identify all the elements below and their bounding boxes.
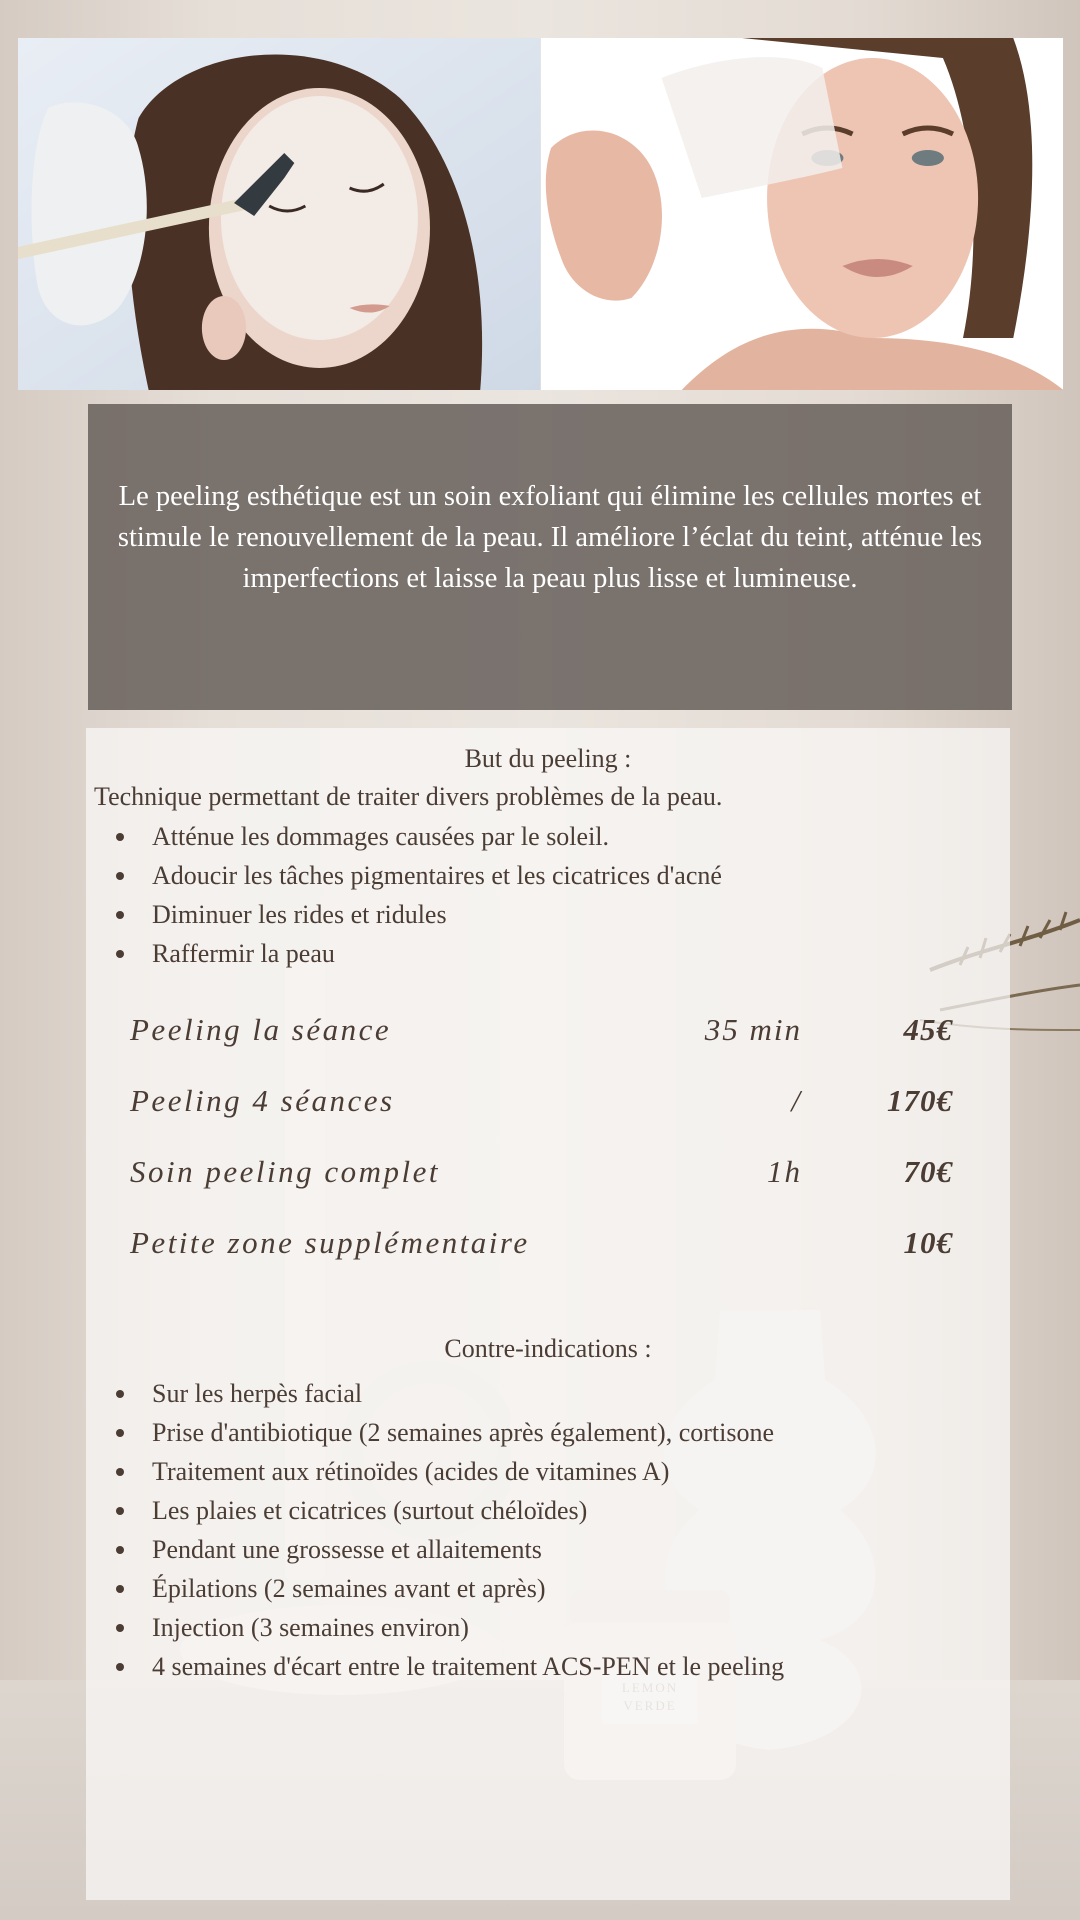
price-name: Peeling 4 séances xyxy=(130,1083,395,1118)
price-duration: / xyxy=(791,1083,802,1118)
photo-peel-off-mask xyxy=(541,38,1064,390)
contra-list xyxy=(94,1374,784,1686)
goal-title: But du peeling : xyxy=(464,744,632,773)
contra-title: Contre-indications : xyxy=(444,1334,652,1363)
contra-list-item: Injection (3 semaines environ) xyxy=(94,1608,784,1647)
price-value: 70€ xyxy=(903,1154,953,1189)
contra-list-item: Les plaies et cicatrices (surtout chéloïdes) xyxy=(94,1491,784,1530)
contra-list-item: Traitement aux rétinoïdes (acides de vitamines A) xyxy=(94,1452,784,1491)
bullet-icon xyxy=(116,1663,124,1671)
bullet-icon xyxy=(116,833,124,841)
goal-list-item: Adoucir les tâches pigmentaires et les cicatrices d'acné xyxy=(94,856,722,895)
bullet-icon xyxy=(116,950,124,958)
goal-list-item: Raffermir la peau xyxy=(94,934,722,973)
price-value: 10€ xyxy=(903,1225,953,1260)
bullet-icon xyxy=(116,1507,124,1515)
contra-list-item: Sur les herpès facial xyxy=(94,1374,784,1413)
price-value: 170€ xyxy=(887,1083,953,1118)
photo-facial-mask-application xyxy=(18,38,541,390)
price-row xyxy=(130,1012,990,1083)
bullet-icon xyxy=(116,872,124,880)
intro-text: Le peeling esthétique est un soin exfoliant qui élimine les cellules mortes et stimule le renouvellement de la peau. Il améliore l’éclat du teint, atténue les imperfections et laisse la peau plus lisse et lumineuse. xyxy=(117,481,983,594)
price-list xyxy=(130,1012,990,1296)
price-name: Peeling la séance xyxy=(130,1012,392,1047)
price-row xyxy=(130,1225,990,1296)
bullet-icon xyxy=(116,911,124,919)
content-panel xyxy=(86,728,1010,1900)
photo-row xyxy=(18,38,1063,390)
goal-list-item: Diminuer les rides et ridules xyxy=(94,895,722,934)
price-row xyxy=(130,1154,990,1225)
price-row xyxy=(130,1083,990,1154)
price-duration: 1h xyxy=(767,1154,802,1189)
contra-list-item: Pendant une grossesse et allaitements xyxy=(94,1530,784,1569)
bullet-icon xyxy=(116,1468,124,1476)
price-duration: 35 min xyxy=(704,1012,802,1047)
goal-subtitle: Technique permettant de traiter divers problèmes de la peau. xyxy=(94,782,723,811)
contra-list-item: 4 semaines d'écart entre le traitement ACS-PEN et le peeling xyxy=(94,1647,784,1686)
contra-list-item: Épilations (2 semaines avant et après) xyxy=(94,1569,784,1608)
price-value: 45€ xyxy=(903,1012,953,1047)
price-name: Petite zone supplémentaire xyxy=(130,1225,530,1260)
intro-box xyxy=(88,404,1012,710)
bullet-icon xyxy=(116,1546,124,1554)
contra-list-item: Prise d'antibiotique (2 semaines après également), cortisone xyxy=(94,1413,784,1452)
bullet-icon xyxy=(116,1624,124,1632)
goal-list xyxy=(94,817,722,973)
bullet-icon xyxy=(116,1585,124,1593)
goal-list-item: Atténue les dommages causées par le soleil. xyxy=(94,817,722,856)
bullet-icon xyxy=(116,1429,124,1437)
bullet-icon xyxy=(116,1390,124,1398)
price-name: Soin peeling complet xyxy=(130,1154,440,1189)
